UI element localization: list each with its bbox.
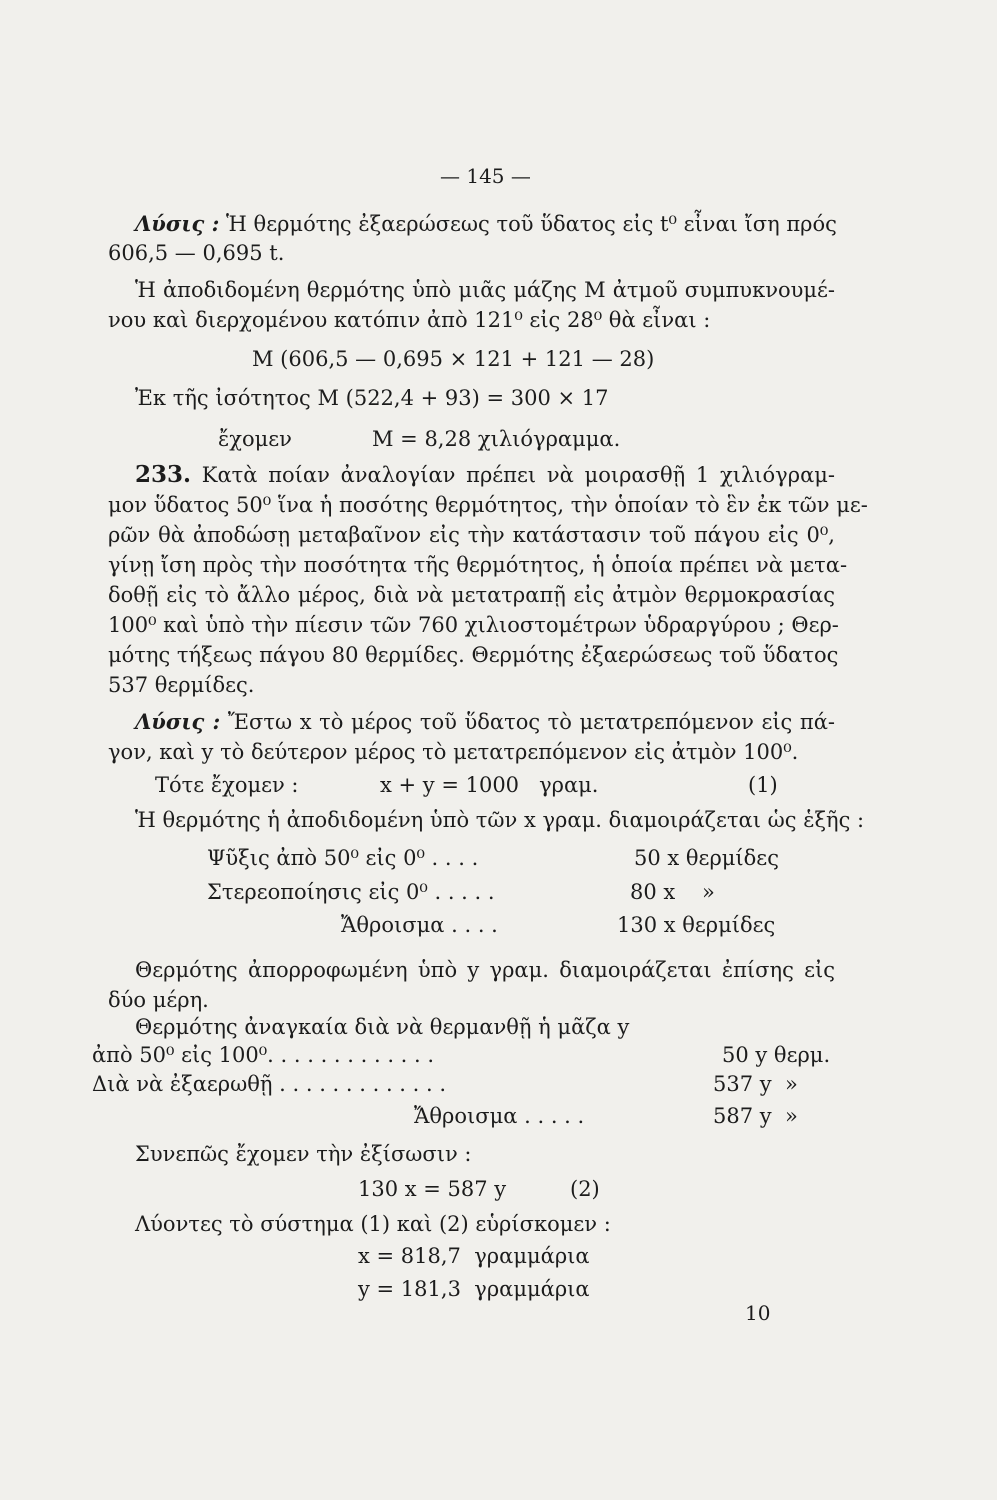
text-line: νου καὶ διερχομένου κατόπιν ἀπὸ 121⁰ εἰς 28⁰ θὰ εἶναι : [108,308,711,332]
table-row-label: ἀπὸ 50⁰ εἰς 100⁰. . . . . . . . . . . . . [92,1043,435,1067]
text-span: Κατὰ ποίαν ἀναλογίαν πρέπει νὰ μοιρασθῇ 1 χιλιόγραμ- [201,463,835,487]
text-line: δοθῇ εἰς τὸ ἄλλο μέρος, διὰ νὰ μετατραπῇ εἰς ἀτμὸν θερμοκρασίας [108,583,835,607]
equation-line: x + y = 1000 γραμ. [380,773,599,797]
result-line: y = 181,3 γραμμάρια [358,1277,590,1301]
text-span: Ἡ θερμότης ἐξαερώσεως τοῦ ὕδατος εἰς t⁰ εἶναι ἴση πρός [226,212,837,236]
text-line: ρῶν θὰ ἀποδώσῃ μεταβαῖνον εἰς τὴν κατάστασιν τοῦ πάγου εἰς 0⁰, [108,523,835,547]
solution-paragraph-line [135,211,835,237]
text-line: Ἡ θερμότης ἡ ἀποδιδομένη ὑπὸ τῶν x γραμ. διαμοιράζεται ὡς ἑξῆς : [135,808,865,832]
text-line: Λύοντες τὸ σύστημα (1) καὶ (2) εὑρίσκομεν : [135,1212,611,1236]
text-line: 606,5 — 0,695 t. [108,241,285,265]
problem-number: 233. [135,461,192,488]
equation-line: Μ (606,5 — 0,695 × 121 + 121 — 28) [252,347,655,371]
solution-line [135,709,835,735]
table-row-label: Στερεοποίησις εἰς 0⁰ . . . . . [207,880,495,904]
problem-line [135,462,835,488]
signature-mark: 10 [745,1301,771,1325]
table-row-value: 130 x θερμίδες [617,913,776,937]
text-line: μότης τήξεως πάγου 80 θερμίδες. Θερμότης ἐξαερώσεως τοῦ ὕδατος [108,643,839,667]
text-line: Ἡ ἀποδιδομένη θερμότης ὑπὸ μιᾶς μάζης Μ ἀτμοῦ συμπυκνουμέ- [135,278,835,302]
text-line: δύο μέρη. [108,988,209,1012]
equation-prefix: Τότε ἔχομεν : [155,773,299,797]
page-number: — 145 — [440,164,531,188]
table-row-value: 50 y θερμ. [722,1043,831,1067]
text-line: γον, καὶ y τὸ δεύτερον μέρος τὸ μετατρεπόμενον εἰς ἀτμὸν 100⁰. [108,740,799,764]
table-row-label: Ἄθροισμα . . . . . [414,1104,585,1128]
text-span: Ἔστω x τὸ μέρος τοῦ ὕδατος τὸ μετατρεπόμενον εἰς πά- [227,710,835,734]
table-row-value: 537 y » [713,1072,798,1096]
solution-label: Λύσις : [135,709,221,734]
equation-line: Μ = 8,28 χιλιόγραμμα. [372,427,621,451]
solution-label: Λύσις : [135,211,220,236]
text-line: γίνῃ ἴση πρὸς τὴν ποσότητα τῆς θερμότητος, ἡ ὁποία πρέπει νὰ μετα- [108,553,848,577]
equation-tag: (1) [748,773,778,797]
text-line: 100⁰ καὶ ὑπὸ τὴν πίεσιν τῶν 760 χιλιοστομέτρων ὑδραργύρου ; Θερ- [108,613,839,637]
text-line: Θερμότης ἀναγκαία διὰ νὰ θερμανθῇ ἡ μᾶζα y [135,1015,630,1039]
result-line: x = 818,7 γραμμάρια [358,1244,590,1268]
text-line: μον ὕδατος 50⁰ ἵνα ἡ ποσότης θερμότητος, τὴν ὁποίαν τὸ ἓν ἐκ τῶν με- [108,493,868,517]
equation-prefix: ἔχομεν [218,427,292,451]
text-line: Θερμότης ἀπορροφωμένη ὑπὸ y γραμ. διαμοιράζεται ἐπίσης εἰς [135,958,835,982]
text-line: Συνεπῶς ἔχομεν τὴν ἐξίσωσιν : [135,1142,472,1166]
equation-line: Ἐκ τῆς ἰσότητος Μ (522,4 + 93) = 300 × 17 [135,386,609,410]
text-line: 537 θερμίδες. [108,673,255,697]
equation-line: 130 x = 587 y [358,1177,507,1201]
table-row-value: 80 x » [630,880,715,904]
table-row-label: Ψῦξις ἀπὸ 50⁰ εἰς 0⁰ . . . . [207,846,479,870]
table-row-label: Διὰ νὰ ἐξαερωθῇ . . . . . . . . . . . . . [92,1072,447,1096]
table-row-value: 50 x θερμίδες [634,846,779,870]
table-row-value: 587 y » [713,1104,798,1128]
table-row-label: Ἄθροισμα . . . . [341,913,498,937]
equation-tag: (2) [570,1177,600,1201]
